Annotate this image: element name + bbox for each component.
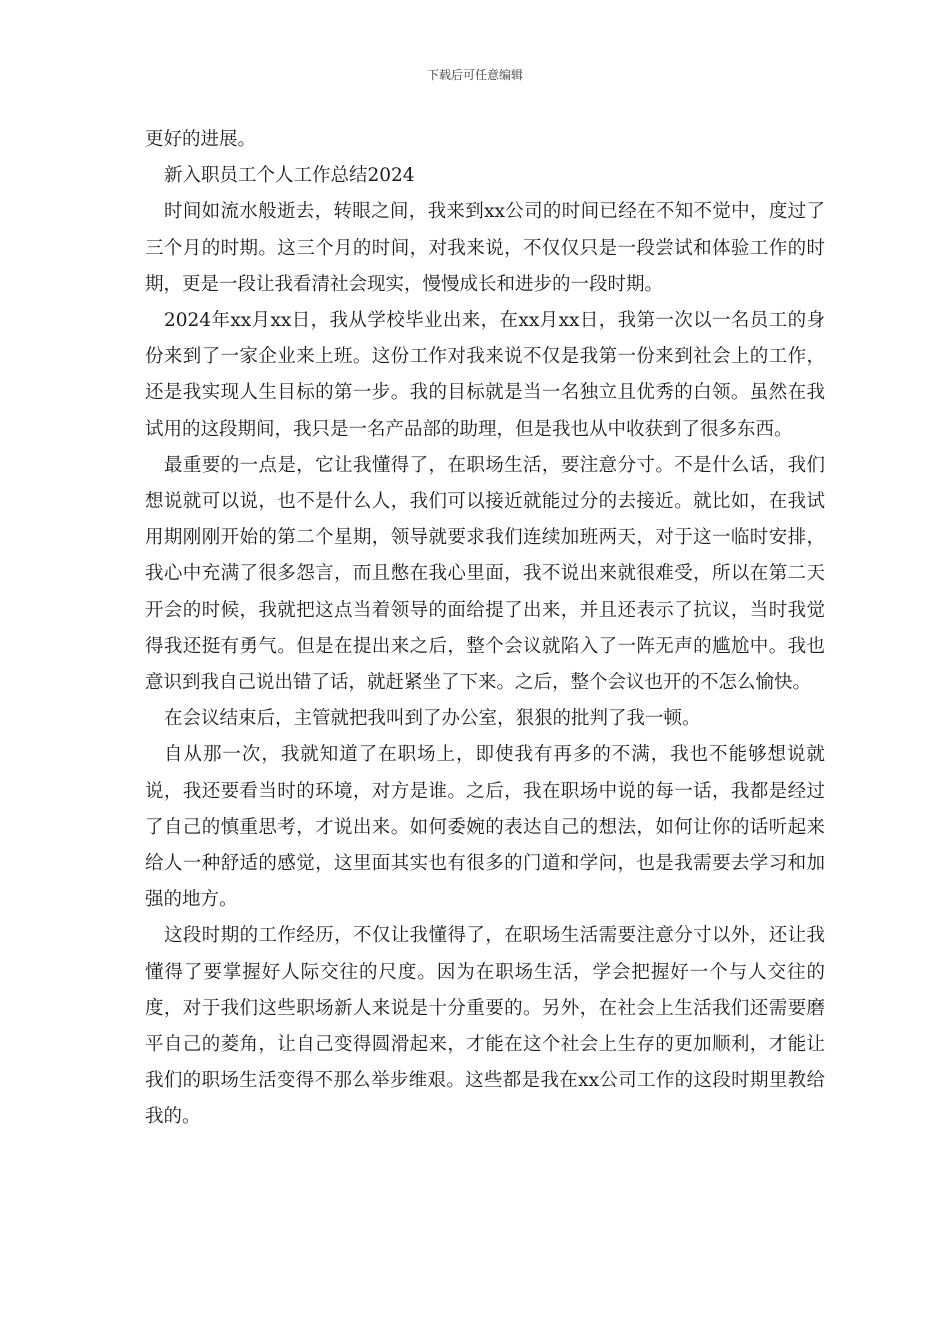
document-title: 新入职员工个人工作总结2024: [164, 165, 415, 187]
paragraph: 自从那一次，我就知道了在职场上，即使我有再多的不满，我也不能够想说就说，我还要看当时的环境，对方是谁。之后，我在职场中说的每一话，我都是经过了自己的慎重思考，才说出来。如何委婉的表达自己的想法，如何让你的话听起来给人一种舒适的感觉，这里面其实也有很多的门道和学问，也是我需要去学习和加强的地方。: [145, 744, 825, 911]
paragraph: 2024年xx月xx日，我从学校毕业出来，在xx月xx日，我第一次以一名员工的身份来到了一家企业来上班。这份工作对我来说不仅是我第一份来到社会上的工作，还是我实现人生目标的第一步。我的目标就是当一名独立且优秀的白领。虽然在我试用的这段期间，我只是一名产品部的助理，但是我也从中收获到了很多东西。: [145, 310, 825, 440]
paragraph: 最重要的一点是，它让我懂得了，在职场生活，要注意分寸。不是什么话，我们想说就可以说，也不是什么人，我们可以接近就能过分的去接近。就比如，在我试用期刚刚开始的第二个星期，领导就要求我们连续加班两天，对于这一临时安排，我心中充满了很多怨言，而且憋在我心里面，我不说出来就很难受，所以在第二天开会的时候，我就把这点当着领导的面给提了出来，并且还表示了抗议，当时我觉得我还挺有勇气。但是在提出来之后，整个会议就陷入了一阵无声的尴尬中。我也意识到我自己说出错了话，就赶紧坐了下来。之后，整个会议也开的不怎么愉快。: [145, 454, 825, 694]
document-body: [145, 122, 825, 1136]
paragraph: 这段时期的工作经历，不仅让我懂得了，在职场生活需要注意分寸以外，还让我懂得了要掌握好人际交往的尺度。因为在职场生活，学会把握好一个与人交往的度，对于我们这些职场新人来说是十分重要的。另外，在社会上生活我们还需要磨平自己的菱角，让自己变得圆滑起来，才能在这个社会上生存的更加顺利，才能让我们的职场生活变得不那么举步维艰。这些都是我在xx公司工作的这段时期里教给我的。: [145, 925, 825, 1128]
header-note: 下载后可任意编辑: [426, 68, 523, 82]
paragraph: 在会议结束后，主管就把我叫到了办公室，狠狠的批判了我一顿。: [164, 708, 701, 730]
paragraph-continuation: 更好的进展。: [145, 129, 257, 150]
paragraph: 时间如流水般逝去，转眼之间，我来到xx公司的时间已经在不知不觉中，度过了三个月的时期。这三个月的时间，对我来说，不仅仅只是一段尝试和体验工作的时期，更是一段让我看清社会现实，慢慢成长和进步的一段时期。: [145, 201, 825, 295]
